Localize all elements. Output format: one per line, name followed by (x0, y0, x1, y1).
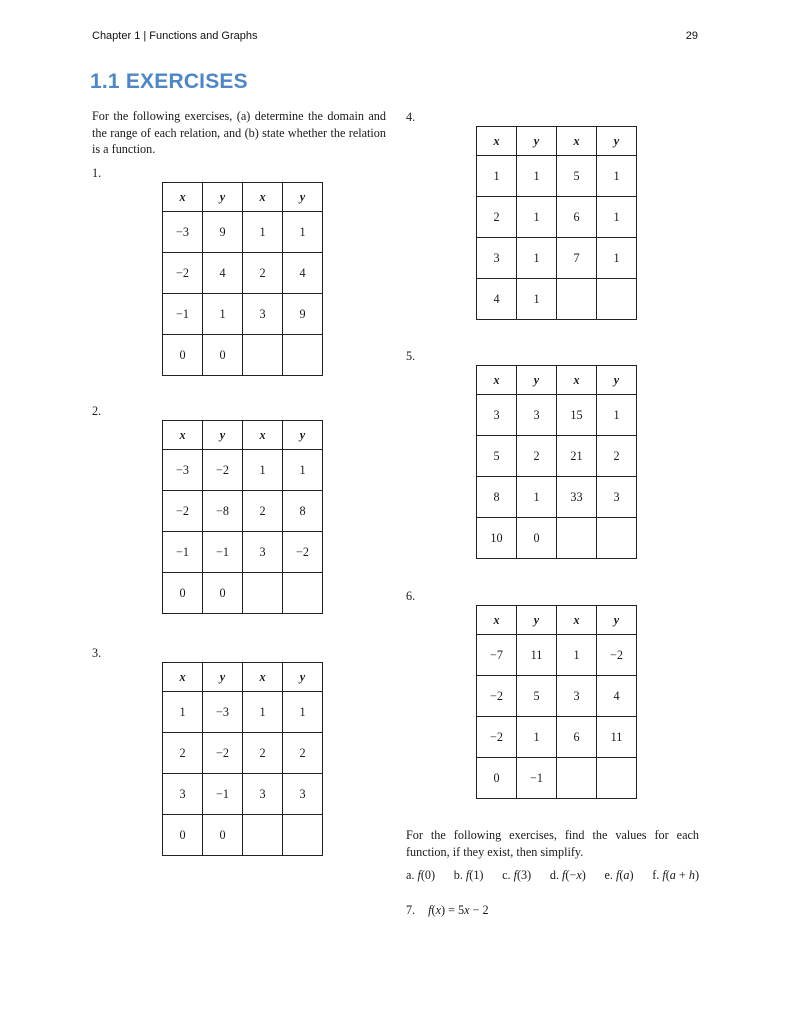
relation-table (476, 605, 637, 799)
table-cell: 1 (243, 212, 283, 253)
table-cell: 2 (597, 436, 637, 477)
table-cell: −8 (203, 491, 243, 532)
table-cell: 9 (203, 212, 243, 253)
table-cell (283, 573, 323, 614)
table-cell: −7 (477, 635, 517, 676)
table-cell (243, 815, 283, 856)
table-row (477, 518, 637, 559)
table-cell: 3 (597, 477, 637, 518)
item-label: f. (652, 868, 660, 882)
table-cell: 5 (517, 676, 557, 717)
column-header: x (477, 606, 517, 635)
column-header: y (517, 127, 557, 156)
column-header: y (203, 421, 243, 450)
table-cell: 5 (557, 156, 597, 197)
table-cell: 3 (477, 395, 517, 436)
table-row (477, 717, 637, 758)
table-cell: 8 (283, 491, 323, 532)
table-cell: 4 (597, 676, 637, 717)
table-cell (557, 758, 597, 799)
table-cell: 2 (163, 733, 203, 774)
table-row (163, 532, 323, 573)
values-instructions: For the following exercises, find the values for each function, if they exist, then simplify. (406, 828, 699, 859)
exercise-number: 2. (92, 404, 102, 418)
running-head (92, 30, 698, 42)
table-cell: 1 (517, 238, 557, 279)
table-row (163, 733, 323, 774)
relation-table (476, 365, 637, 559)
table-cell: −2 (597, 635, 637, 676)
exercise-number: 1. (92, 166, 102, 180)
relation-table (162, 420, 323, 614)
table-cell: 2 (243, 491, 283, 532)
column-header: x (243, 663, 283, 692)
table-row (477, 635, 637, 676)
table-cell: 2 (477, 197, 517, 238)
exercise-block (92, 404, 386, 616)
table-cell: 0 (163, 815, 203, 856)
exercise-block (406, 589, 700, 801)
table-cell: −3 (163, 212, 203, 253)
table-cell: 1 (243, 692, 283, 733)
table-cell (597, 518, 637, 559)
table-row (477, 238, 637, 279)
header-row (163, 663, 323, 692)
table-cell: 1 (597, 395, 637, 436)
table-cell: 11 (597, 717, 637, 758)
table-cell: 3 (517, 395, 557, 436)
table-cell: −2 (477, 717, 517, 758)
table-cell: 2 (243, 733, 283, 774)
table-cell: 0 (203, 335, 243, 376)
table-cell (597, 279, 637, 320)
relation-table (476, 126, 637, 320)
table-row (163, 212, 323, 253)
exercise-block (92, 646, 386, 858)
table-cell: 1 (597, 156, 637, 197)
table-cell (597, 758, 637, 799)
table-cell (243, 573, 283, 614)
table-row (163, 491, 323, 532)
running-head-chapter: Chapter 1 | Functions and Graphs (92, 30, 258, 42)
table-cell: 1 (283, 450, 323, 491)
column-header: y (283, 421, 323, 450)
table-cell: 15 (557, 395, 597, 436)
table-cell: 2 (243, 253, 283, 294)
column-header: y (517, 606, 557, 635)
exercise-block (92, 166, 386, 378)
column-header: x (557, 366, 597, 395)
exercise-7 (406, 902, 699, 919)
column-header: y (203, 663, 243, 692)
table-row (163, 774, 323, 815)
item-label: a. (406, 868, 415, 882)
table-row (163, 692, 323, 733)
table-cell: 1 (283, 212, 323, 253)
table-row (163, 253, 323, 294)
header-row (477, 127, 637, 156)
table-cell: 0 (517, 518, 557, 559)
column-header: y (203, 183, 243, 212)
table-cell: −1 (163, 532, 203, 573)
function-value-item: e. f(a) (604, 868, 634, 882)
column-header: x (243, 183, 283, 212)
table-cell: 0 (203, 815, 243, 856)
table-cell: 1 (163, 692, 203, 733)
table-cell: −2 (203, 450, 243, 491)
table-row (477, 197, 637, 238)
table-cell: 0 (163, 573, 203, 614)
exercise-number: 3. (92, 646, 102, 660)
column-header: x (163, 663, 203, 692)
table-cell: 2 (517, 436, 557, 477)
function-value-item: f. f(a + h) (652, 868, 699, 882)
table-cell: 0 (477, 758, 517, 799)
table-row (477, 395, 637, 436)
exercise-number: 4. (406, 110, 416, 124)
table-row (477, 758, 637, 799)
table-cell: −2 (477, 676, 517, 717)
section-title: 1.1 EXERCISES (90, 70, 248, 93)
table-row (163, 815, 323, 856)
column-header: y (597, 127, 637, 156)
table-cell: 3 (283, 774, 323, 815)
table-cell: 6 (557, 197, 597, 238)
function-values-section (406, 827, 699, 918)
table-cell: 1 (597, 238, 637, 279)
table-cell: 1 (517, 156, 557, 197)
table-cell: −2 (283, 532, 323, 573)
column-header: x (163, 183, 203, 212)
table-cell: 3 (557, 676, 597, 717)
item-label: c. (502, 868, 511, 882)
table-row (477, 436, 637, 477)
values-items-line (406, 867, 699, 884)
table-row (477, 156, 637, 197)
function-value-item: d. f(−x) (549, 868, 586, 882)
column-header: x (163, 421, 203, 450)
column-header: x (557, 127, 597, 156)
exercise-7-number: 7. (406, 902, 416, 917)
table-cell: 1 (283, 692, 323, 733)
exercise-block (406, 349, 700, 561)
table-row (163, 573, 323, 614)
table-cell: 3 (243, 294, 283, 335)
item-label: e. (604, 868, 613, 882)
table-cell: 1 (203, 294, 243, 335)
table-row (477, 279, 637, 320)
table-cell: −3 (203, 692, 243, 733)
item-label: b. (453, 868, 463, 882)
table-cell: 2 (283, 733, 323, 774)
exercise-number: 5. (406, 349, 416, 363)
table-cell: 9 (283, 294, 323, 335)
relation-table (162, 662, 323, 856)
header-row (477, 606, 637, 635)
relation-table (162, 182, 323, 376)
column-header: x (557, 606, 597, 635)
column-header: y (597, 366, 637, 395)
table-cell: 4 (477, 279, 517, 320)
column-header: y (283, 183, 323, 212)
table-cell: 4 (203, 253, 243, 294)
table-cell: 5 (477, 436, 517, 477)
table-cell (557, 518, 597, 559)
table-cell: 1 (517, 477, 557, 518)
table-row (163, 294, 323, 335)
table-cell: −1 (163, 294, 203, 335)
table-row (477, 676, 637, 717)
table-cell: 8 (477, 477, 517, 518)
exercise-7-formula: f(x) = 5x − 2 (428, 902, 489, 917)
table-cell: 1 (517, 717, 557, 758)
table-row (163, 450, 323, 491)
header-row (477, 366, 637, 395)
table-cell (283, 335, 323, 376)
table-cell: 4 (283, 253, 323, 294)
header-row (163, 183, 323, 212)
table-row (163, 335, 323, 376)
column-header: x (243, 421, 283, 450)
column-header: y (517, 366, 557, 395)
table-row (477, 477, 637, 518)
table-cell: 1 (517, 279, 557, 320)
function-value-item: a. f(0) (406, 868, 436, 882)
table-cell: 6 (557, 717, 597, 758)
table-cell: −2 (163, 491, 203, 532)
table-cell: 3 (163, 774, 203, 815)
item-label: d. (549, 868, 560, 882)
table-cell: 10 (477, 518, 517, 559)
table-cell: 0 (163, 335, 203, 376)
table-cell: 1 (597, 197, 637, 238)
function-value-item: c. f(3) (502, 868, 532, 882)
table-cell: 1 (557, 635, 597, 676)
table-cell: 1 (517, 197, 557, 238)
column-header: x (477, 127, 517, 156)
table-cell (243, 335, 283, 376)
table-cell: −1 (203, 774, 243, 815)
table-cell: 7 (557, 238, 597, 279)
table-cell: 3 (243, 774, 283, 815)
table-cell: 21 (557, 436, 597, 477)
column-header: y (283, 663, 323, 692)
table-cell (557, 279, 597, 320)
header-row (163, 421, 323, 450)
exercise-number: 6. (406, 589, 416, 603)
column-header: y (597, 606, 637, 635)
table-cell: −3 (163, 450, 203, 491)
table-cell: −2 (163, 253, 203, 294)
table-cell: 1 (477, 156, 517, 197)
table-cell: 0 (203, 573, 243, 614)
intro-paragraph: For the following exercises, (a) determine the domain and the range of each relation, and (b) state whether the relation is a function. (92, 109, 386, 156)
table-cell: 3 (477, 238, 517, 279)
table-cell (283, 815, 323, 856)
table-cell: 1 (243, 450, 283, 491)
table-cell: −1 (517, 758, 557, 799)
function-value-item: b. f(1) (453, 868, 484, 882)
exercise-block (406, 110, 700, 322)
table-cell: 11 (517, 635, 557, 676)
table-cell: −1 (203, 532, 243, 573)
table-cell: 3 (243, 532, 283, 573)
page-number: 29 (685, 30, 698, 42)
table-cell: 33 (557, 477, 597, 518)
column-header: x (477, 366, 517, 395)
table-cell: −2 (203, 733, 243, 774)
